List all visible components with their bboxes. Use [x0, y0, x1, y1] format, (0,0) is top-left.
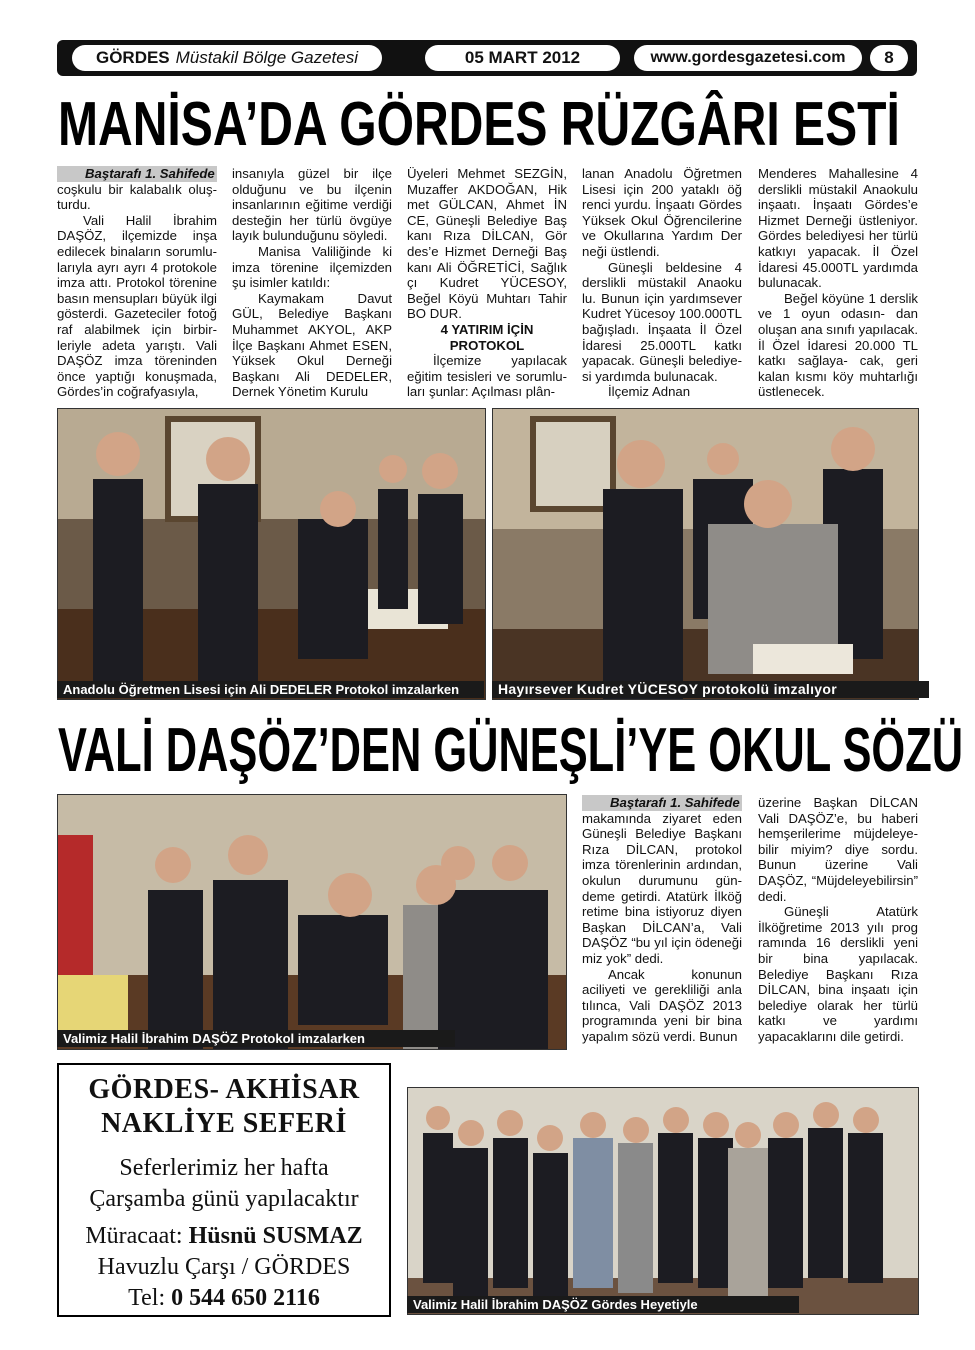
paragraph: Vali Halil İbrahim DAŞÖZ, ilçemizde inşa edilecek binaların sorumlu- larıyla ayrı ayrı 4 protokole imza attı. Protokol törenine basın mensupları büyük ilgi gösterdi. Gazeteciler fotoğ raf alabilmek için birbir- leriyle adeta yarıştı. Vali DAŞÖZ imza töreninden önce yaptığı konuşmada, Gördes’in coğrafyasıyla,	[57, 212, 217, 400]
paragraph: Güneşli Atatürk İlköğretime 2013 yılı prog ramında 16 derslikli yeni bir bina yapılacak. Belediye Başkanı Rıza DİLCAN, bina inşaatı için belediye olarak her türlü katkı ve yardımı yapacaklarını dile getirdi.	[758, 904, 918, 1044]
subheading: PROTOKOL	[449, 337, 525, 353]
page-number: 8	[870, 45, 908, 71]
story1-column-4	[582, 166, 742, 400]
photo-2-caption: Hayırsever Kudret YÜCESOY protokolü imzalıyor	[492, 681, 929, 698]
advert-address: Havuzlu Çarşı / GÖRDES	[97, 1254, 351, 1280]
website-link[interactable]: www.gordesgazetesi.com	[634, 45, 862, 71]
phone-number: 0 544 650 2116	[171, 1285, 320, 1311]
story2-column-2	[758, 795, 918, 1045]
paragraph: coşkulu bir kalabalık oluş- turdu.	[57, 181, 217, 213]
paragraph: makamında ziyaret eden Güneşli Belediye Başkanı Rıza DİLCAN, protokol imza törenlerinin ardından, okulun durumunu gün- deme getirdi. Atatürk İlköğ retime bina istiyoruz diyen Başkan DİLCAN’a, Vali DAŞÖZ “bu yıl için ödeneği miz yok” dedi.	[582, 810, 742, 966]
paragraph: lanan Anadolu Öğretmen Lisesi için 200 yataklı öğ renci yurdu. İnşaatı Gördes Yüksek Okul Öğrencilerine ve Okullarına Yardım Der neği üstlendi.	[582, 166, 742, 259]
advert-contact	[59, 1221, 389, 1252]
paper-subtitle: Müstakil Bölge Gazetesi	[175, 48, 359, 67]
paragraph: Menderes Mahallesine 4 derslikli müstakil Anaokulu inşaatı. İnşaatı Gördes’e Hizmet Derneği üstleniyor. Gördes belediyesi her türlü katkıyı yapacak. İl Özel İdaresi 45.000TL yardımda bulunacak.	[758, 166, 918, 291]
paragraph: Beğel köyüne 1 derslik ve 1 oyun odasın- dan oluşan ana sınıfı yapılacak. İl Özel İdaresi 20.000 TL katkı sağlaya- cak, geri kalan kısmı köy muhtarlığı üstlenecek.	[758, 290, 918, 400]
photo-protocol-signing-1	[57, 408, 486, 700]
paragraph: Ancak konunun aciliyeti ve gerekliliği anla tılınca, Vali DAŞÖZ 2013 programında yeni bir bina yapalım sözü verdi. Bunun	[582, 966, 742, 1044]
story1-column-3	[407, 166, 567, 400]
advert-line-1: Seferlerimiz her hafta	[119, 1155, 329, 1181]
headline-1: MANİSA’DA GÖRDES RÜZGÂRI ESTİ	[58, 90, 900, 159]
photo-3-caption: Valimiz Halil İbrahim DAŞÖZ Protokol imzalarken	[57, 1030, 455, 1047]
advert-line-2: Çarşamba günü yapılacaktır	[89, 1186, 359, 1212]
paragraph: Kaymakam Davut GÜL, Belediye Başkanı Muhammet AKYOL, AKP İlçe Başkanı Ahmet ESEN, Yüksek Okul Derneği Başkanı Ali DEDELER, Dernek Yönetim Kurulu	[232, 290, 392, 400]
continued-tag: Baştarafı 1. Sahifede	[582, 795, 742, 811]
headline-2: VALİ DAŞÖZ’DEN GÜNEŞLİ’YE OKUL SÖZÜ	[58, 716, 964, 785]
phone-label: Tel:	[128, 1285, 166, 1311]
paragraph: insanıyla güzel bir ilçe olduğunu ve bu ilçenin insanlarının eğitime verdiği desteğin her türlü övgüye layık bulunduğunu söyledi.	[232, 166, 392, 244]
story1-column-2	[232, 166, 392, 400]
advert-phone	[59, 1283, 389, 1314]
advert-title-2: NAKLİYE SEFERİ	[101, 1108, 347, 1139]
advert-title-1: GÖRDES- AKHİSAR	[88, 1074, 360, 1105]
continued-tag: Baştarafı 1. Sahifede	[57, 166, 217, 182]
story1-column-1	[57, 166, 217, 400]
paragraph: Güneşli beldesine 4 derslikli müstakil Anaoku lu. Bunun için yardımsever Kudret Yücesoy 100.000TL bağışladı. İnşaata İl Özel İdaresi 25.000TL katkı yapacak. Güneşli belediye- si yardımda bulunacak.	[582, 259, 742, 384]
subheading: 4 YATIRIM İÇİN	[440, 321, 534, 337]
group-photo-caption: Valimiz Halil İbrahim DAŞÖZ Gördes Heyetiyle	[407, 1296, 799, 1313]
story2-column-1	[582, 795, 742, 1045]
paragraph: İlçemize yapılacak eğitim tesisleri ve sorumlu- ları şunlar: Açılması plân-	[407, 353, 567, 400]
paragraph: üzerine Başkan DİLCAN Vali DAŞÖZ’e, bu haberi hemşerilerime müjdeleye- bilir miyim? diye sordu. Bunun üzerine Vali DAŞÖZ, “Müjdeleyebilirsin” dedi.	[758, 795, 918, 904]
issue-date: 05 MART 2012	[425, 45, 620, 71]
photo-group	[407, 1087, 919, 1315]
paragraph: Manisa Valiliğinde ki imza törenine ilçemizden şu isimler katıldı:	[232, 243, 392, 291]
transport-advert	[57, 1063, 391, 1317]
paragraph: Üyeleri Mehmet SEZGİN, Muzaffer AKDOĞAN, Hik met GÜLCAN, Ahmet İN CE, Güneşli Belediye Baş kanı Rıza DİLCAN, Gör des’e Hizmet Derneği Baş kanı Ali ÖĞRETİCİ, Sağlık çı Kudret YÜCESOY, Beğel Köyü Muhtarı Tahir BO DUR.	[407, 166, 567, 322]
paragraph: İlçemiz Adnan	[608, 384, 691, 400]
story1-column-5	[758, 166, 918, 400]
paper-name-pill	[72, 45, 382, 71]
paper-name: GÖRDES	[95, 48, 170, 67]
photo-1-caption: Anadolu Öğretmen Lisesi için Ali DEDELER Protokol imzalarken	[57, 681, 484, 698]
photo-protocol-signing-2	[492, 408, 919, 700]
photo-governor-signing	[57, 794, 567, 1050]
contact-label: Müracaat:	[85, 1223, 183, 1249]
contact-name: Hüsnü SUSMAZ	[188, 1223, 363, 1249]
